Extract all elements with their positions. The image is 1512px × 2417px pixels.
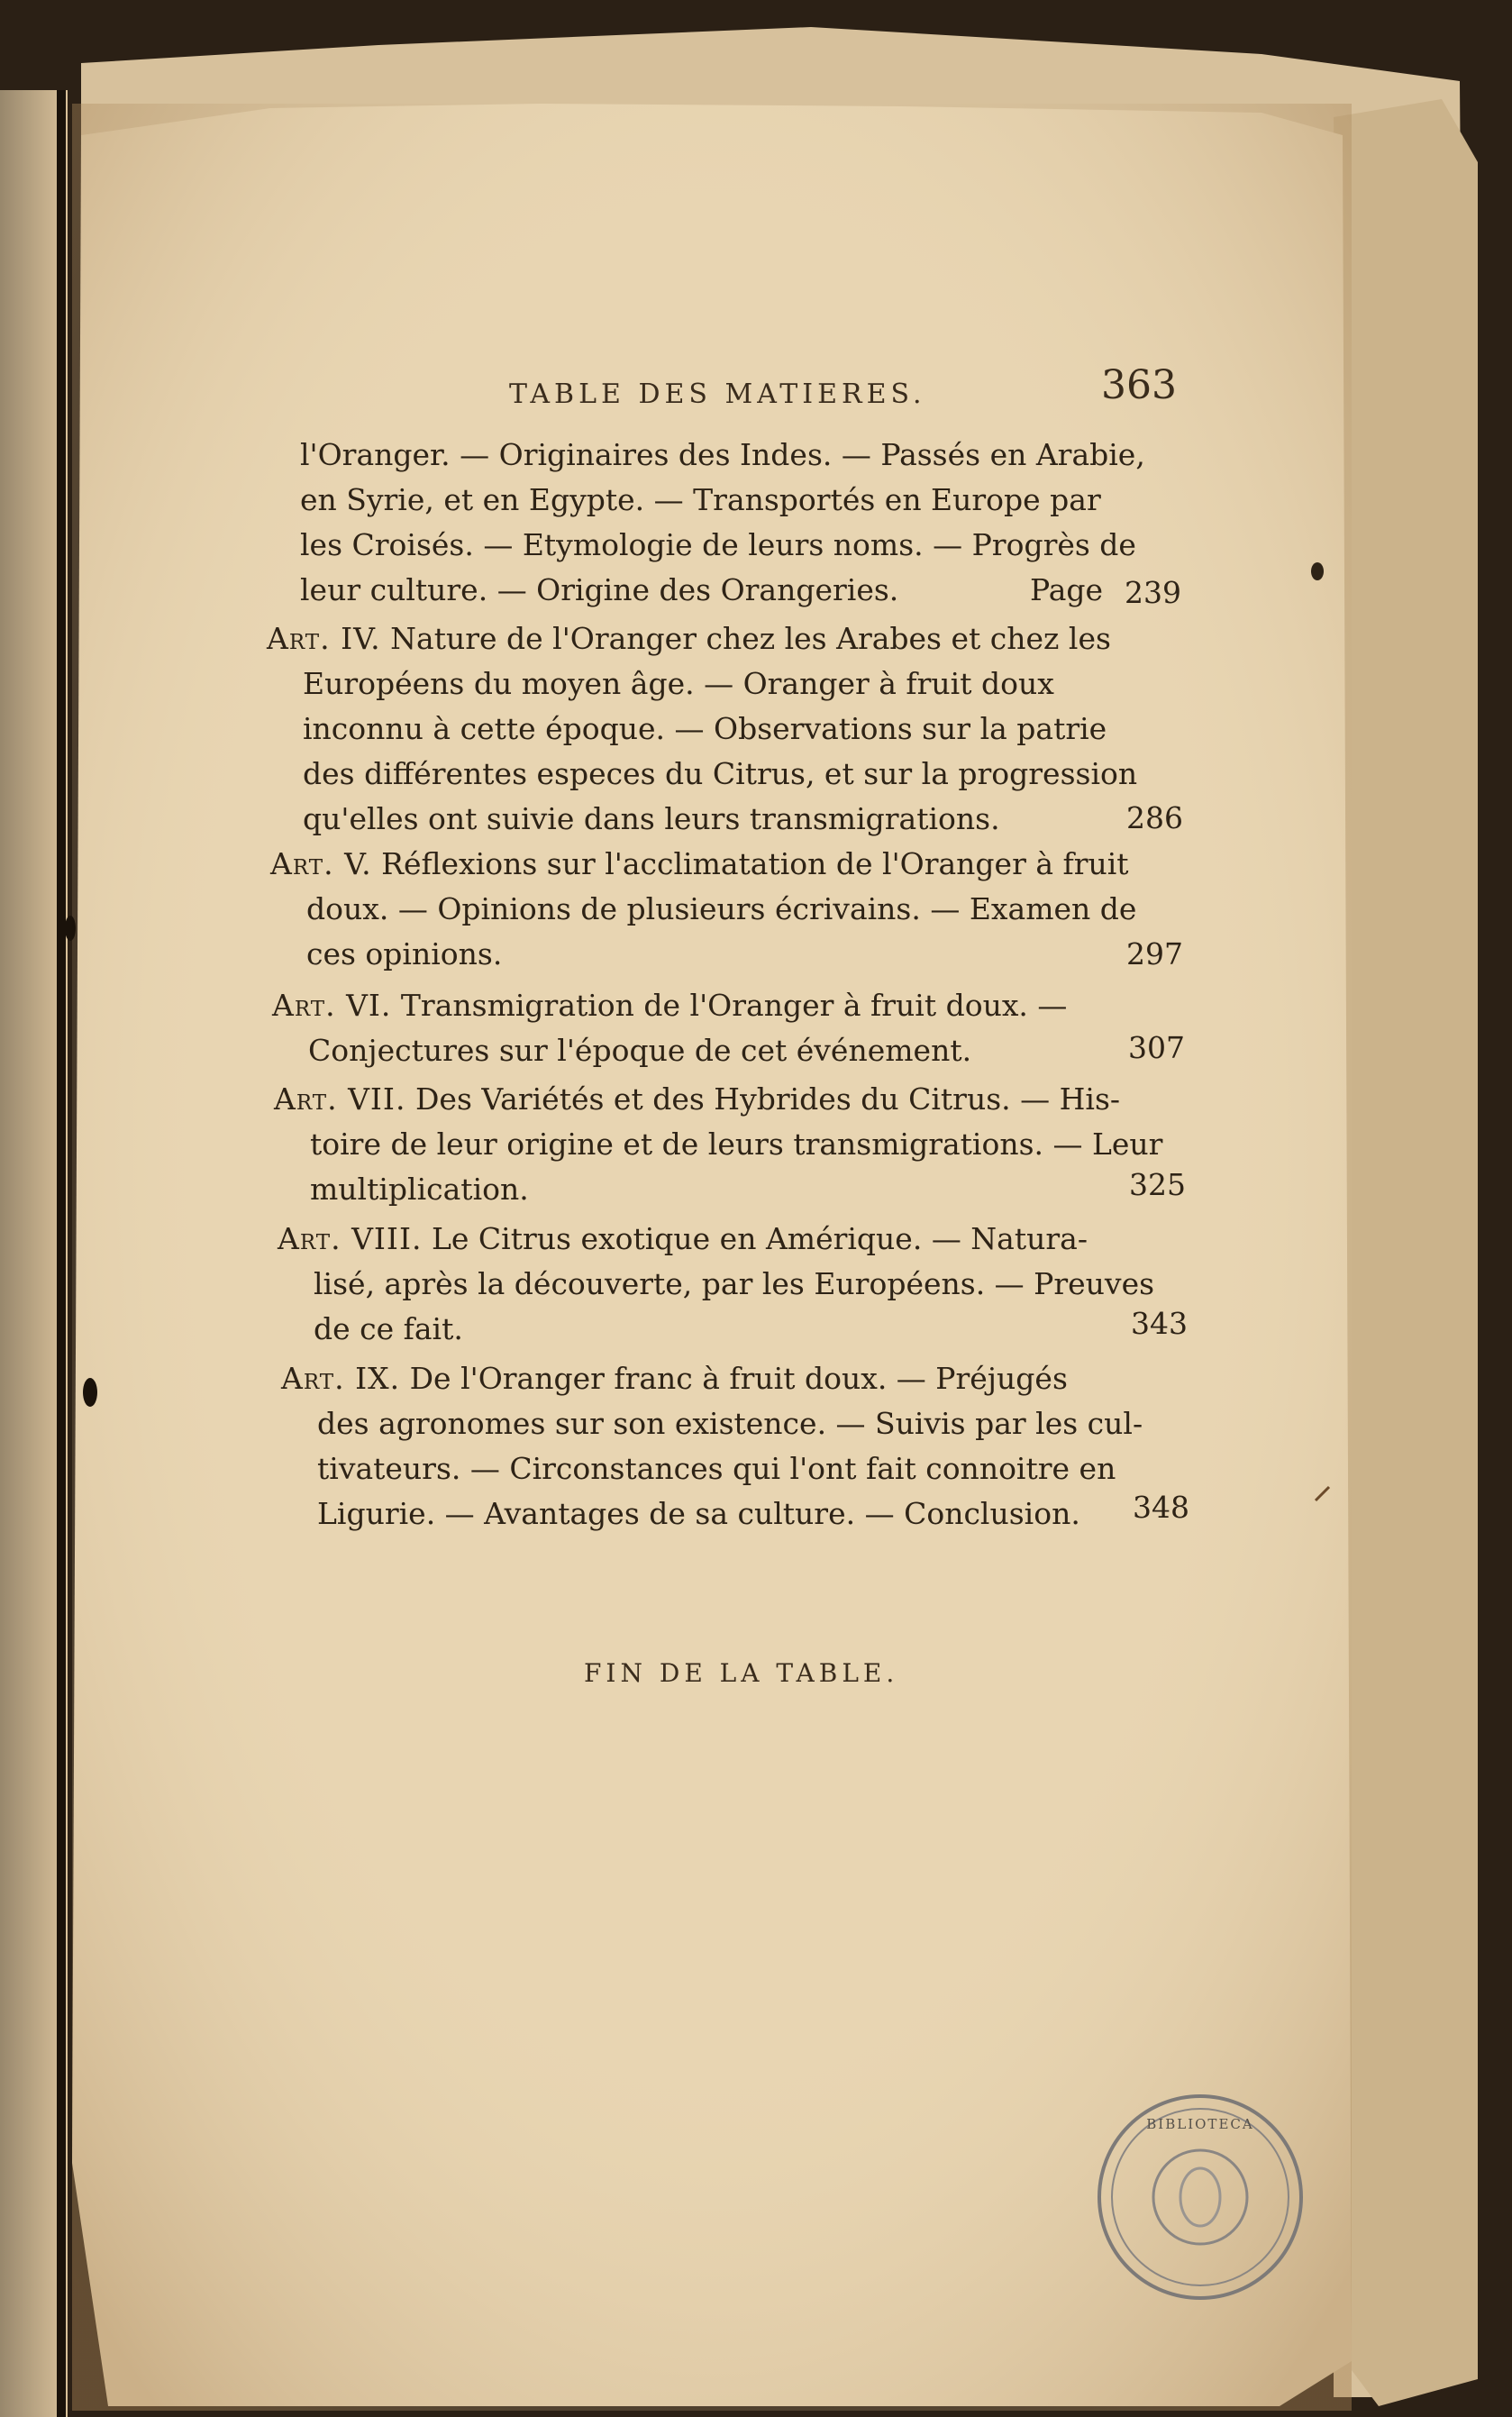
toc-line: l'Oranger. — Originaires des Indes. — Passés en Arabie, [300,437,1145,472]
toc-line: en Syrie, et en Egypte. — Transportés en Europe par [300,482,1101,517]
toc-line: tivateurs. — Circonstances qui l'ont fait connoitre en [317,1451,1116,1486]
toc-page-ref: 297 [1126,936,1183,971]
article-label: Art. V. [270,846,372,881]
toc-line: de ce fait. [314,1311,463,1346]
toc-line: De l'Oranger franc à fruit doux. — Préjugés [409,1361,1068,1396]
toc-line: Le Citrus exotique en Amérique. — Natura- [432,1221,1088,1256]
toc-line: inconnu à cette époque. — Observations sur la patrie [303,711,1107,746]
toc-page-ref: 325 [1129,1167,1186,1202]
toc-line: Européens du moyen âge. — Oranger à fruit doux [303,666,1054,701]
toc-line: leur culture. — Origine des Orangeries. [300,572,899,607]
stamp-text: BIBLIOTECA [1146,2116,1254,2132]
toc-page-ref: 307 [1128,1030,1185,1065]
toc-line: Réflexions sur l'acclimatation de l'Oranger à fruit [381,846,1129,881]
page-number: 363 [1101,362,1177,408]
toc-line: ces opinions. [306,936,503,971]
toc-page-ref: 343 [1131,1306,1188,1341]
library-stamp [1092,2089,1308,2305]
article-label: Art. IX. [281,1361,401,1396]
article-label: Art. VII. [274,1081,406,1117]
toc-page-ref: 286 [1126,800,1183,835]
toc-line: multiplication. [310,1172,529,1207]
toc-page-ref: 348 [1133,1490,1189,1525]
end-of-table: FIN DE LA TABLE. [584,1658,899,1688]
page-prefix: Page [1030,572,1104,607]
toc-page-ref: 239 [1125,575,1181,610]
running-title: TABLE DES MATIERES. [509,379,926,410]
toc-line: Des Variétés et des Hybrides du Citrus. — His- [414,1081,1121,1117]
article-label: Art. IV. [267,621,381,656]
article-label: Art. VIII. [278,1221,423,1256]
toc-line: Transmigration de l'Oranger à fruit doux. — [400,988,1068,1023]
toc-line: lisé, après la découverte, par les Européens. — Preuves [314,1266,1155,1301]
toc-line: Conjectures sur l'époque de cet événement. [308,1033,972,1068]
toc-line: les Croisés. — Etymologie de leurs noms. — Progrès de [300,527,1136,562]
toc-line: des agronomes sur son existence. — Suivis par les cul- [317,1406,1143,1441]
toc-line: Nature de l'Oranger chez les Arabes et chez les [390,621,1111,656]
toc-line: qu'elles ont suivie dans leurs transmigrations. [303,801,1000,836]
toc-line: toire de leur origine et de leurs transmigrations. — Leur [310,1126,1163,1162]
toc-line: Ligurie. — Avantages de sa culture. — Conclusion. [317,1496,1080,1531]
toc-line: doux. — Opinions de plusieurs écrivains. — Examen de [306,891,1137,926]
toc-line: des différentes especes du Citrus, et sur la progression [303,756,1138,791]
article-label: Art. VI. [272,988,392,1023]
